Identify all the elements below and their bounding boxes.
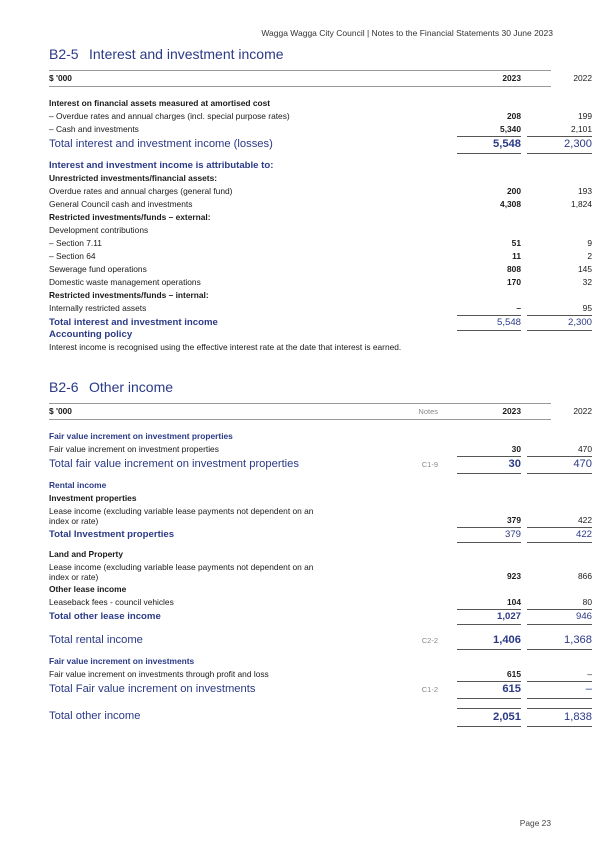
table-row <box>49 198 592 211</box>
col-2022: 2022 <box>573 406 592 416</box>
page-number: Page 23 <box>519 818 551 828</box>
table-row-total <box>49 315 592 330</box>
table-row <box>49 655 551 668</box>
col-label: $ '000 <box>49 406 72 416</box>
row-label: Total interest and investment income <box>49 317 218 328</box>
table-row <box>49 479 551 492</box>
value-2023: 11 <box>512 251 521 261</box>
row-label: – Section 64 <box>49 251 96 261</box>
col-2023: 2023 <box>502 73 521 83</box>
table-row <box>49 123 592 136</box>
row-label: Investment properties <box>49 493 137 503</box>
section-title-b2-5 <box>49 46 284 62</box>
accounting-policy-text: Interest income is recognised using the effective interest rate at the date that interest is earned. <box>49 342 402 352</box>
row-label: Restricted investments/funds – internal: <box>49 290 209 300</box>
table-row <box>49 548 551 561</box>
value-2022: 866 <box>578 571 592 581</box>
table-row-total <box>49 136 592 153</box>
value-2022: 470 <box>527 456 592 474</box>
table-row <box>49 596 592 609</box>
row-label: Domestic waste management operations <box>49 277 201 287</box>
row-label: Total Investment properties <box>49 529 175 540</box>
row-label: Overdue rates and annual charges (general fund) <box>49 186 233 196</box>
value-2023: 208 <box>507 111 521 121</box>
table-row <box>49 263 592 276</box>
col-2022: 2022 <box>573 73 592 83</box>
table-row-total <box>49 527 592 542</box>
accounting-policy-title: Accounting policy <box>49 329 133 340</box>
note-ref: C1-2 <box>421 685 438 694</box>
value-2022: 2,101 <box>527 123 592 137</box>
table-header <box>49 70 592 87</box>
table-row <box>49 250 592 263</box>
section-title-b2-6 <box>49 379 173 395</box>
row-label: Total Fair value increment on investments <box>49 683 256 695</box>
value-2022: – <box>527 668 592 682</box>
value-2023: 5,548 <box>457 136 521 154</box>
row-label: Total rental income <box>49 634 143 646</box>
value-2023: 808 <box>507 264 521 274</box>
value-2022: 2 <box>587 251 592 261</box>
table-row <box>49 583 551 596</box>
section-number: B2-5 <box>49 46 79 62</box>
row-label: Sewerage fund operations <box>49 264 147 274</box>
table-row <box>49 289 551 302</box>
row-label: Land and Property <box>49 549 123 559</box>
table-row <box>49 492 551 505</box>
value-2022: 1,824 <box>571 199 592 209</box>
value-2023: 5,548 <box>457 315 521 331</box>
value-2022: 422 <box>527 514 592 528</box>
table-row <box>49 237 592 250</box>
table-row <box>49 110 592 123</box>
row-label: – Overdue rates and annual charges (incl. special purpose rates) <box>49 111 290 121</box>
value-2023: 200 <box>507 186 521 196</box>
table-row-total <box>49 681 592 698</box>
table-row-total <box>49 632 592 649</box>
row-label: Restricted investments/funds – external: <box>49 212 211 222</box>
row-label: Unrestricted investments/financial assets: <box>49 173 218 183</box>
row-label: General Council cash and investments <box>49 199 193 209</box>
value-2023: 30 <box>457 443 521 457</box>
value-2022: 95 <box>527 302 592 316</box>
value-2023: 5,340 <box>457 123 521 137</box>
row-label: Fair value increment on investment properties <box>49 444 219 454</box>
col-notes: Notes <box>418 407 438 416</box>
table-row-total <box>49 609 592 624</box>
value-2022: 2,300 <box>527 136 592 154</box>
value-2022: 193 <box>578 186 592 196</box>
col-2023: 2023 <box>502 406 521 416</box>
value-2023: – <box>457 302 521 316</box>
table-header <box>49 403 592 420</box>
running-head: Wagga Wagga City Council | Notes to the Financial Statements 30 June 2023 <box>261 28 553 38</box>
row-label: Other lease income <box>49 584 127 594</box>
value-2022: 9 <box>587 238 592 248</box>
row-label: Interest and investment income is attributable to: <box>49 160 274 171</box>
table-row <box>49 159 551 172</box>
table-row <box>49 172 551 185</box>
col-label: $ '000 <box>49 73 72 83</box>
table-row <box>49 561 592 583</box>
other-income-table <box>49 403 592 725</box>
section-heading: Other income <box>89 379 174 395</box>
table-row <box>49 276 592 289</box>
value-2022: 422 <box>527 527 592 543</box>
value-2023: 923 <box>507 571 521 581</box>
row-label: Fair value increment on investments <box>49 656 195 666</box>
section-heading: Interest and investment income <box>89 46 284 62</box>
row-label: Total other lease income <box>49 611 161 622</box>
value-2022: 32 <box>582 277 592 287</box>
table-row-grand-total <box>49 708 592 725</box>
row-label: Total interest and investment income (losses) <box>49 138 273 150</box>
value-2022: 199 <box>578 111 592 121</box>
row-label: Leaseback fees - council vehicles <box>49 597 174 607</box>
value-2022: 145 <box>578 264 592 274</box>
value-2023: 1,027 <box>457 609 521 625</box>
value-2023: 615 <box>457 681 521 699</box>
row-label: Internally restricted assets <box>49 303 147 313</box>
row-label: Total other income <box>49 710 141 722</box>
row-label: Interest on financial assets measured at amortised cost <box>49 98 271 108</box>
row-label: – Section 7.11 <box>49 238 102 248</box>
value-2023: 2,051 <box>457 708 521 727</box>
table-row <box>49 505 592 527</box>
value-2023: 615 <box>457 668 521 682</box>
value-2023: 170 <box>507 277 521 287</box>
note-ref: C1-9 <box>421 460 438 469</box>
value-2022: 946 <box>527 609 592 625</box>
row-label: Fair value increment on investments through profit and loss <box>49 669 269 679</box>
value-2022: 470 <box>527 443 592 457</box>
table-row <box>49 211 551 224</box>
value-2022: 2,300 <box>527 315 592 331</box>
table-row <box>49 430 551 443</box>
table-row <box>49 443 592 456</box>
value-2022: – <box>527 681 592 699</box>
value-2023: 379 <box>457 514 521 528</box>
row-label: Total fair value increment on investment properties <box>49 458 299 470</box>
section-number: B2-6 <box>49 379 79 395</box>
value-2022: 1,368 <box>527 632 592 650</box>
table-row <box>49 224 551 237</box>
value-2023: 104 <box>457 596 521 610</box>
table-row <box>49 302 592 315</box>
value-2023: 1,406 <box>457 632 521 650</box>
value-2022: 80 <box>527 596 592 610</box>
note-ref: C2-2 <box>421 636 438 645</box>
row-label: Rental income <box>49 480 107 490</box>
row-label: Lease income (excluding variable lease payments not dependent on an index or rate) <box>49 562 314 582</box>
value-2023: 4,308 <box>500 199 521 209</box>
table-row <box>49 185 592 198</box>
value-2022: 1,838 <box>527 708 592 727</box>
row-label: – Cash and investments <box>49 124 139 134</box>
value-2023: 30 <box>457 456 521 474</box>
row-label: Development contributions <box>49 225 149 235</box>
table-row <box>49 668 592 681</box>
row-label: Lease income (excluding variable lease payments not dependent on an index or rate) <box>49 506 314 526</box>
table-row-total <box>49 456 592 473</box>
value-2023: 51 <box>511 238 521 248</box>
interest-income-table <box>49 70 592 330</box>
table-row <box>49 97 551 110</box>
value-2023: 379 <box>457 527 521 543</box>
row-label: Fair value increment on investment properties <box>49 431 233 441</box>
